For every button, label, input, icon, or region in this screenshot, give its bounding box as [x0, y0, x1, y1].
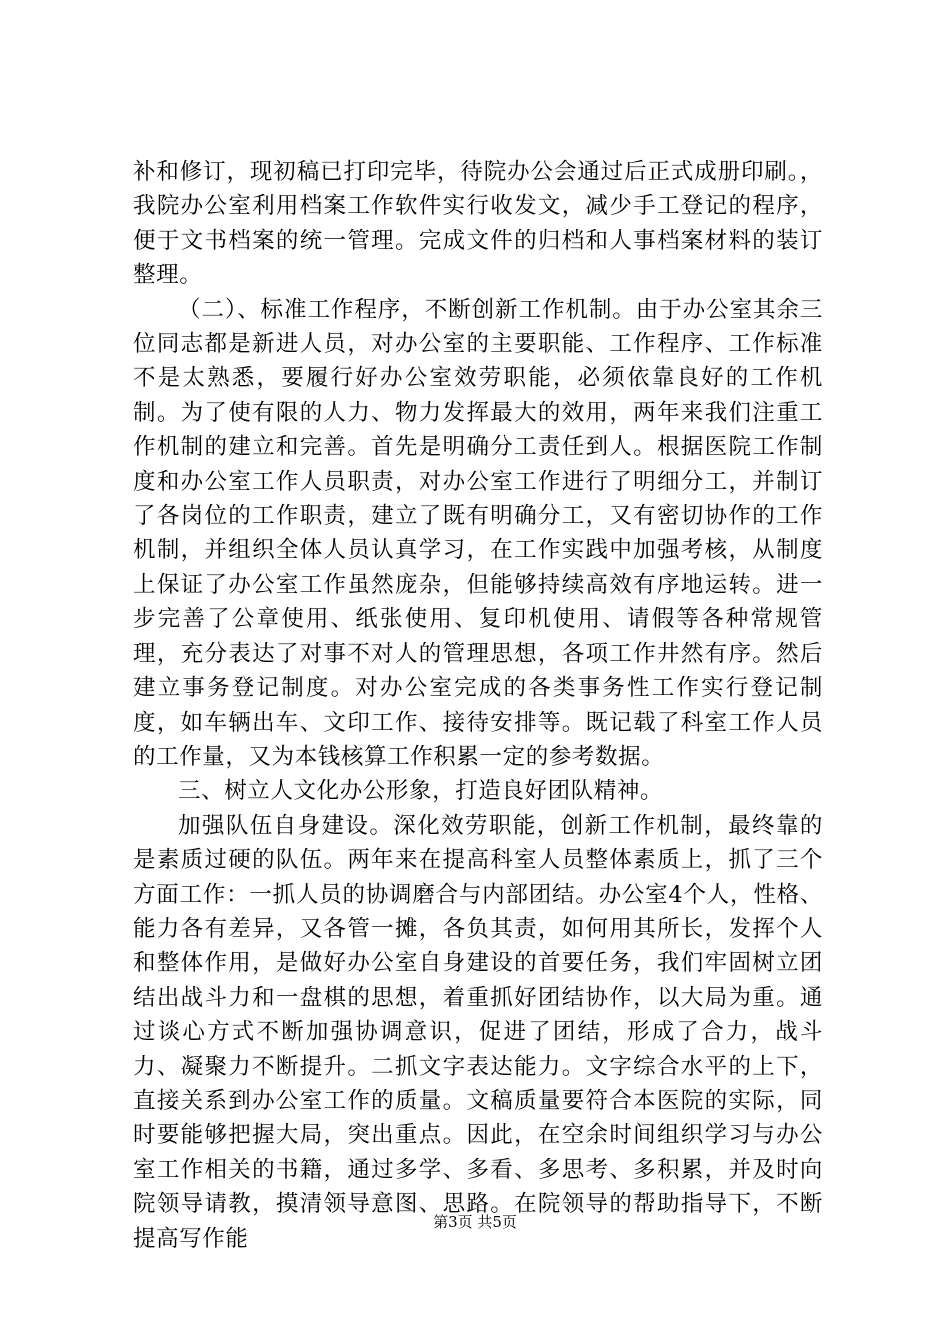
- paragraph-continuation: 补和修订，现初稿已打印完毕，待院办公会通过后正式成册印刷。，我院办公室利用档案工作软件实行收发文，减少手工登记的程序，便于文书档案的统一管理。完成文件的归档和人事档案材料的装订整理。: [133, 159, 823, 289]
- paragraph-work-procedure: （二）、标准工作程序，不断创新工作机制。由于办公室其余三位同志都是新进人员，对办公室的主要职能、工作程序、工作标准不是太熟悉，要履行好办公室效劳职能，必须依靠良好的工作机制。为了使有限的人力、物力发挥最大的效用，两年来我们注重工作机制的建立和完善。首先是明确分工责任到人。根据医院工作制度和办公室工作人员职责，对办公室工作进行了明细分工，并制订了各岗位的工作职责，建立了既有明确分工，又有密切协作的工作机制，并组织全体人员认真学习，在工作实践中加强考核，从制度上保证了办公室工作虽然庞杂，但能够持续高效有序地运转。进一步完善了公章使用、纸张使用、复印机使用、请假等各种常规管理，充分表达了对事不对人的管理思想，各项工作井然有序。然后建立事务登记制度。对办公室完成的各类事务性工作实行登记制度，如车辆出车、文印工作、接待安排等。既记载了科室工作人员的工作量，又为本钱核算工作积累一定的参考数据。: [133, 296, 823, 770]
- paragraph-team-building: 加强队伍自身建设。深化效劳职能，创新工作机制，最终靠的是素质过硬的队伍。两年来在提高科室人员整体素质上，抓了三个方面工作：一抓人员的协调磨合与内部团结。办公室4个人，性格、能力各有差异，又各管一摊，各负其责，如何用其所长，发挥个人和整体作用，是做好办公室自身建设的首要任务，我们牢固树立团结出战斗力和一盘棋的思想，着重抓好团结协作，以大局为重。通过谈心方式不断加强协调意识，促进了团结，形成了合力，战斗力、凝聚力不断提升。二抓文字表达能力。文字综合水平的上下，直接关系到办公室工作的质量。文稿质量要符合本医院的实际，同时要能够把握大局，突出重点。因此，在空余时间组织学习与办公室工作相关的书籍，通过多学、多看、多思考、多积累，并及时向院领导请教，摸清领导意图、思路。在院领导的帮助指导下，不断提高写作能: [133, 812, 823, 1252]
- page-number-footer: 第3页 共5页: [433, 1213, 517, 1231]
- section-heading-team-spirit: 三、树立人文化办公形象，打造良好团队精神。: [178, 778, 664, 805]
- document-body: [133, 155, 823, 1256]
